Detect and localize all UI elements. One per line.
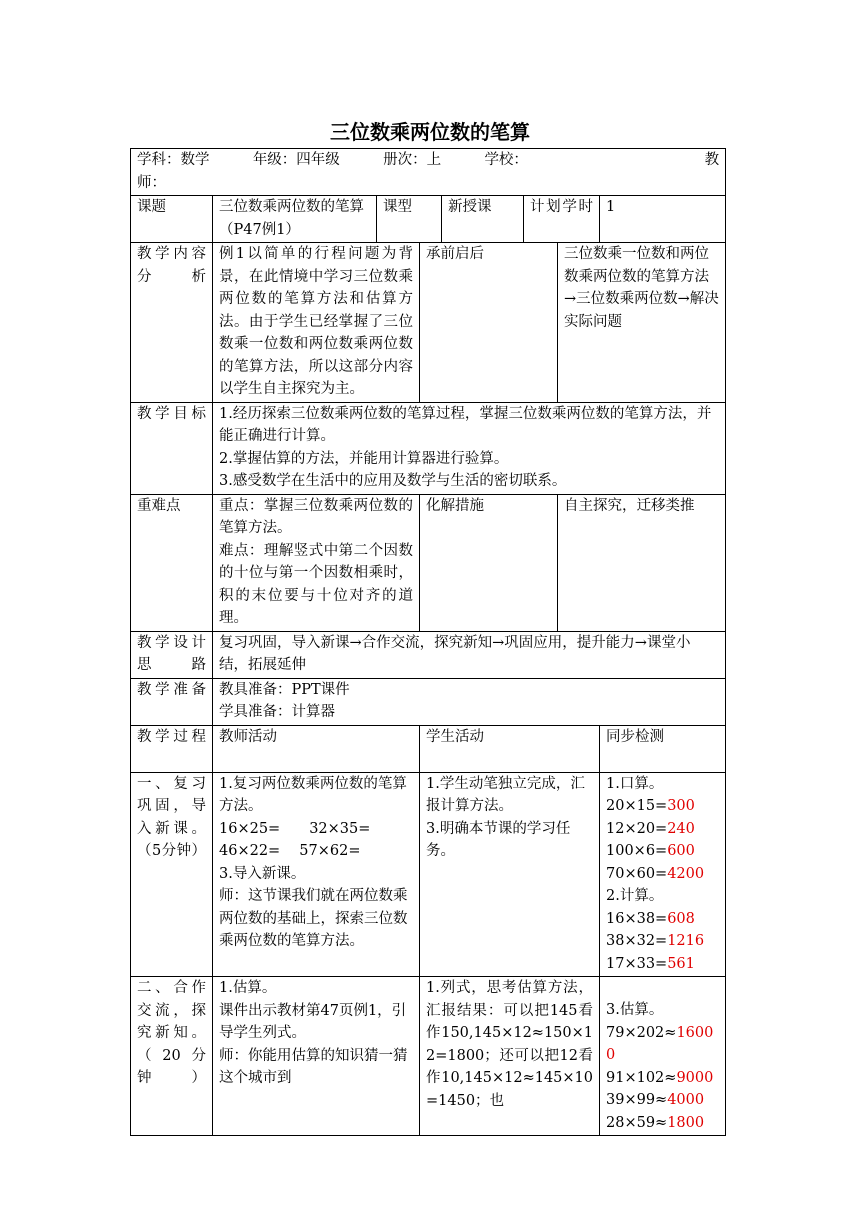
design-text: 复习巩固，导入新课→合作交流，探究新知→巩固应用，提升能力→课堂小结，拓展延伸 [213,631,726,678]
calc-item [606,908,719,931]
volume-label: 册次：上 [383,152,442,168]
student-activity-header: 学生活动 [420,725,600,772]
grade-label: 年级：四年级 [252,152,340,168]
answer: 9000 [676,1069,714,1086]
question: 20×15= [606,798,668,814]
question: 28×59≈ [606,1114,668,1131]
estimate-item [606,1089,719,1112]
teacher-line: 1.估算。 [219,980,277,996]
oral-item [606,795,719,818]
oral-item [606,840,719,863]
student-line: 1.学生动笔独立完成，汇报计算方法。 [426,775,585,814]
lesson-plan-table [130,148,726,1136]
teacher-label-a: 教 [704,152,720,168]
oral-item [606,818,719,841]
oral-item [606,863,719,886]
question: 79×202≈ [606,1024,677,1041]
answer: 1800 [667,1114,705,1131]
content-analysis-label: 教学内容分析 [131,243,213,403]
answer: 4200 [667,865,705,882]
page-title: 三位数乘两位数的笔算 [330,120,530,144]
answer: 4000 [667,1092,705,1108]
key-difficulty-label: 重难点 [131,494,213,631]
teacher-label-b: 师： [137,174,166,191]
preparation-label: 教学准备 [131,678,213,725]
lesson-type-value: 新授课 [442,196,524,243]
teacher-line: 师：你能用估算的知识猜一猜这个城市到 [219,1047,408,1086]
design-row [131,631,726,678]
school-label: 学校： [484,152,528,168]
estimate-item [606,1112,719,1135]
teacher-line: 16×25= 32×35= [219,820,371,837]
teacher-prep: 教具准备：PPT课件 [219,681,350,698]
teaching-goals-row [131,402,726,494]
sync-check-header: 同步检测 [600,725,726,772]
answer: 16000 [606,1024,714,1063]
preparation-row [131,678,726,725]
answer: 561 [667,955,695,972]
class-hours-value: 1 [600,196,726,243]
teacher-activity-header: 教师活动 [213,725,420,772]
goal-item: 3.感受数学在生活中的应用及数学与生活的密切联系。 [219,473,567,489]
content-analysis-row [131,243,726,403]
teacher-line: 1.复习两位数乘两位数的笔算方法。 [219,775,407,814]
connection-text: 三位数乘一位数和两位数乘两位数的笔算方法→三位数乘两位数→解决实际问题 [558,243,726,403]
teacher-line: 3.导入新课。 [219,865,306,882]
process-header-row [131,725,726,772]
stage1-label: 一、复习巩固，导入新课。（5分钟） [131,772,213,977]
question: 91×102≈ [606,1069,677,1086]
stage2-row [131,977,726,1136]
estimate-item [606,1067,719,1090]
class-hours-label: 计划学时 [524,196,600,243]
resolution-label: 化解措施 [420,494,558,631]
student-prep: 学具准备：计算器 [219,704,335,720]
question: 100×6= [606,843,668,859]
subject-label: 学科：数学 [137,152,210,168]
content-analysis-text: 例1以简单的行程问题为背景，在此情境中学习三位数乘两位数的笔算方法和估算方法。由于学生已经掌握了三位数乘一位数和两位数乘两位数的笔算方法，所以这部分内容以学生自主探究为主。 [213,243,420,403]
student-line: 1.列式，思考估算方法，汇报结果：可以把145看作150,145×12≈150×12=1800；还可以把12看作10,145×12≈145×10=1450；也 [420,977,600,1136]
question: 12×20= [606,820,668,837]
lesson-type-label: 课型 [377,196,442,243]
topic-value: 三位数乘两位数的笔算（P47例1） [213,196,377,243]
resolution-text: 自主探究，迁移类推 [558,494,726,631]
key-difficulty-row [131,494,726,631]
difficult-point: 难点：理解竖式中第二个因数的十位与第一个因数相乘时，积的末位要与十位对齐的道理。 [219,542,413,626]
calc-item [606,930,719,953]
question: 39×99≈ [606,1092,668,1108]
topic-label: 课题 [131,196,213,243]
goal-item: 1.经历探索三位数乘两位数的笔算过程，掌握三位数乘两位数的笔算方法，并能正确进行计算。 [219,405,712,444]
stage2-label: 二、合作交流，探究新知。（20分钟） [131,977,213,1136]
answer: 240 [667,820,695,837]
answer: 300 [667,798,695,814]
question: 38×32= [606,933,668,949]
answer: 1216 [667,933,705,949]
answer: 600 [667,843,695,859]
teacher-line: 46×22= 57×62= [219,843,361,859]
question: 16×38= [606,910,668,927]
key-point: 重点：掌握三位数乘两位数的笔算方法。 [219,497,413,536]
question: 17×33= [606,955,668,972]
topic-row [131,196,726,243]
check-title: 2.计算。 [606,888,664,904]
process-label: 教学过程 [131,725,213,772]
check-title: 3.估算。 [606,1002,664,1018]
teaching-goals-label: 教学目标 [131,402,213,494]
info-row [131,149,726,196]
design-label: 教学设计思路 [131,631,213,678]
estimate-item [606,1022,719,1067]
teacher-line: 课件出示教材第47页例1，引导学生列式。 [219,1002,407,1041]
answer: 608 [667,910,695,927]
calc-item [606,953,719,976]
check-title: 1.口算。 [606,775,664,792]
connection-label: 承前启后 [420,243,558,403]
goal-item: 2.掌握估算的方法，并能用计算器进行验算。 [219,450,509,467]
teacher-line: 师：这节课我们就在两位数乘两位数的基础上，探索三位数乘两位数的笔算方法。 [219,888,408,949]
student-line: 3.明确本节课的学习任务。 [426,820,571,859]
question: 70×60= [606,865,668,882]
stage1-row [131,772,726,977]
